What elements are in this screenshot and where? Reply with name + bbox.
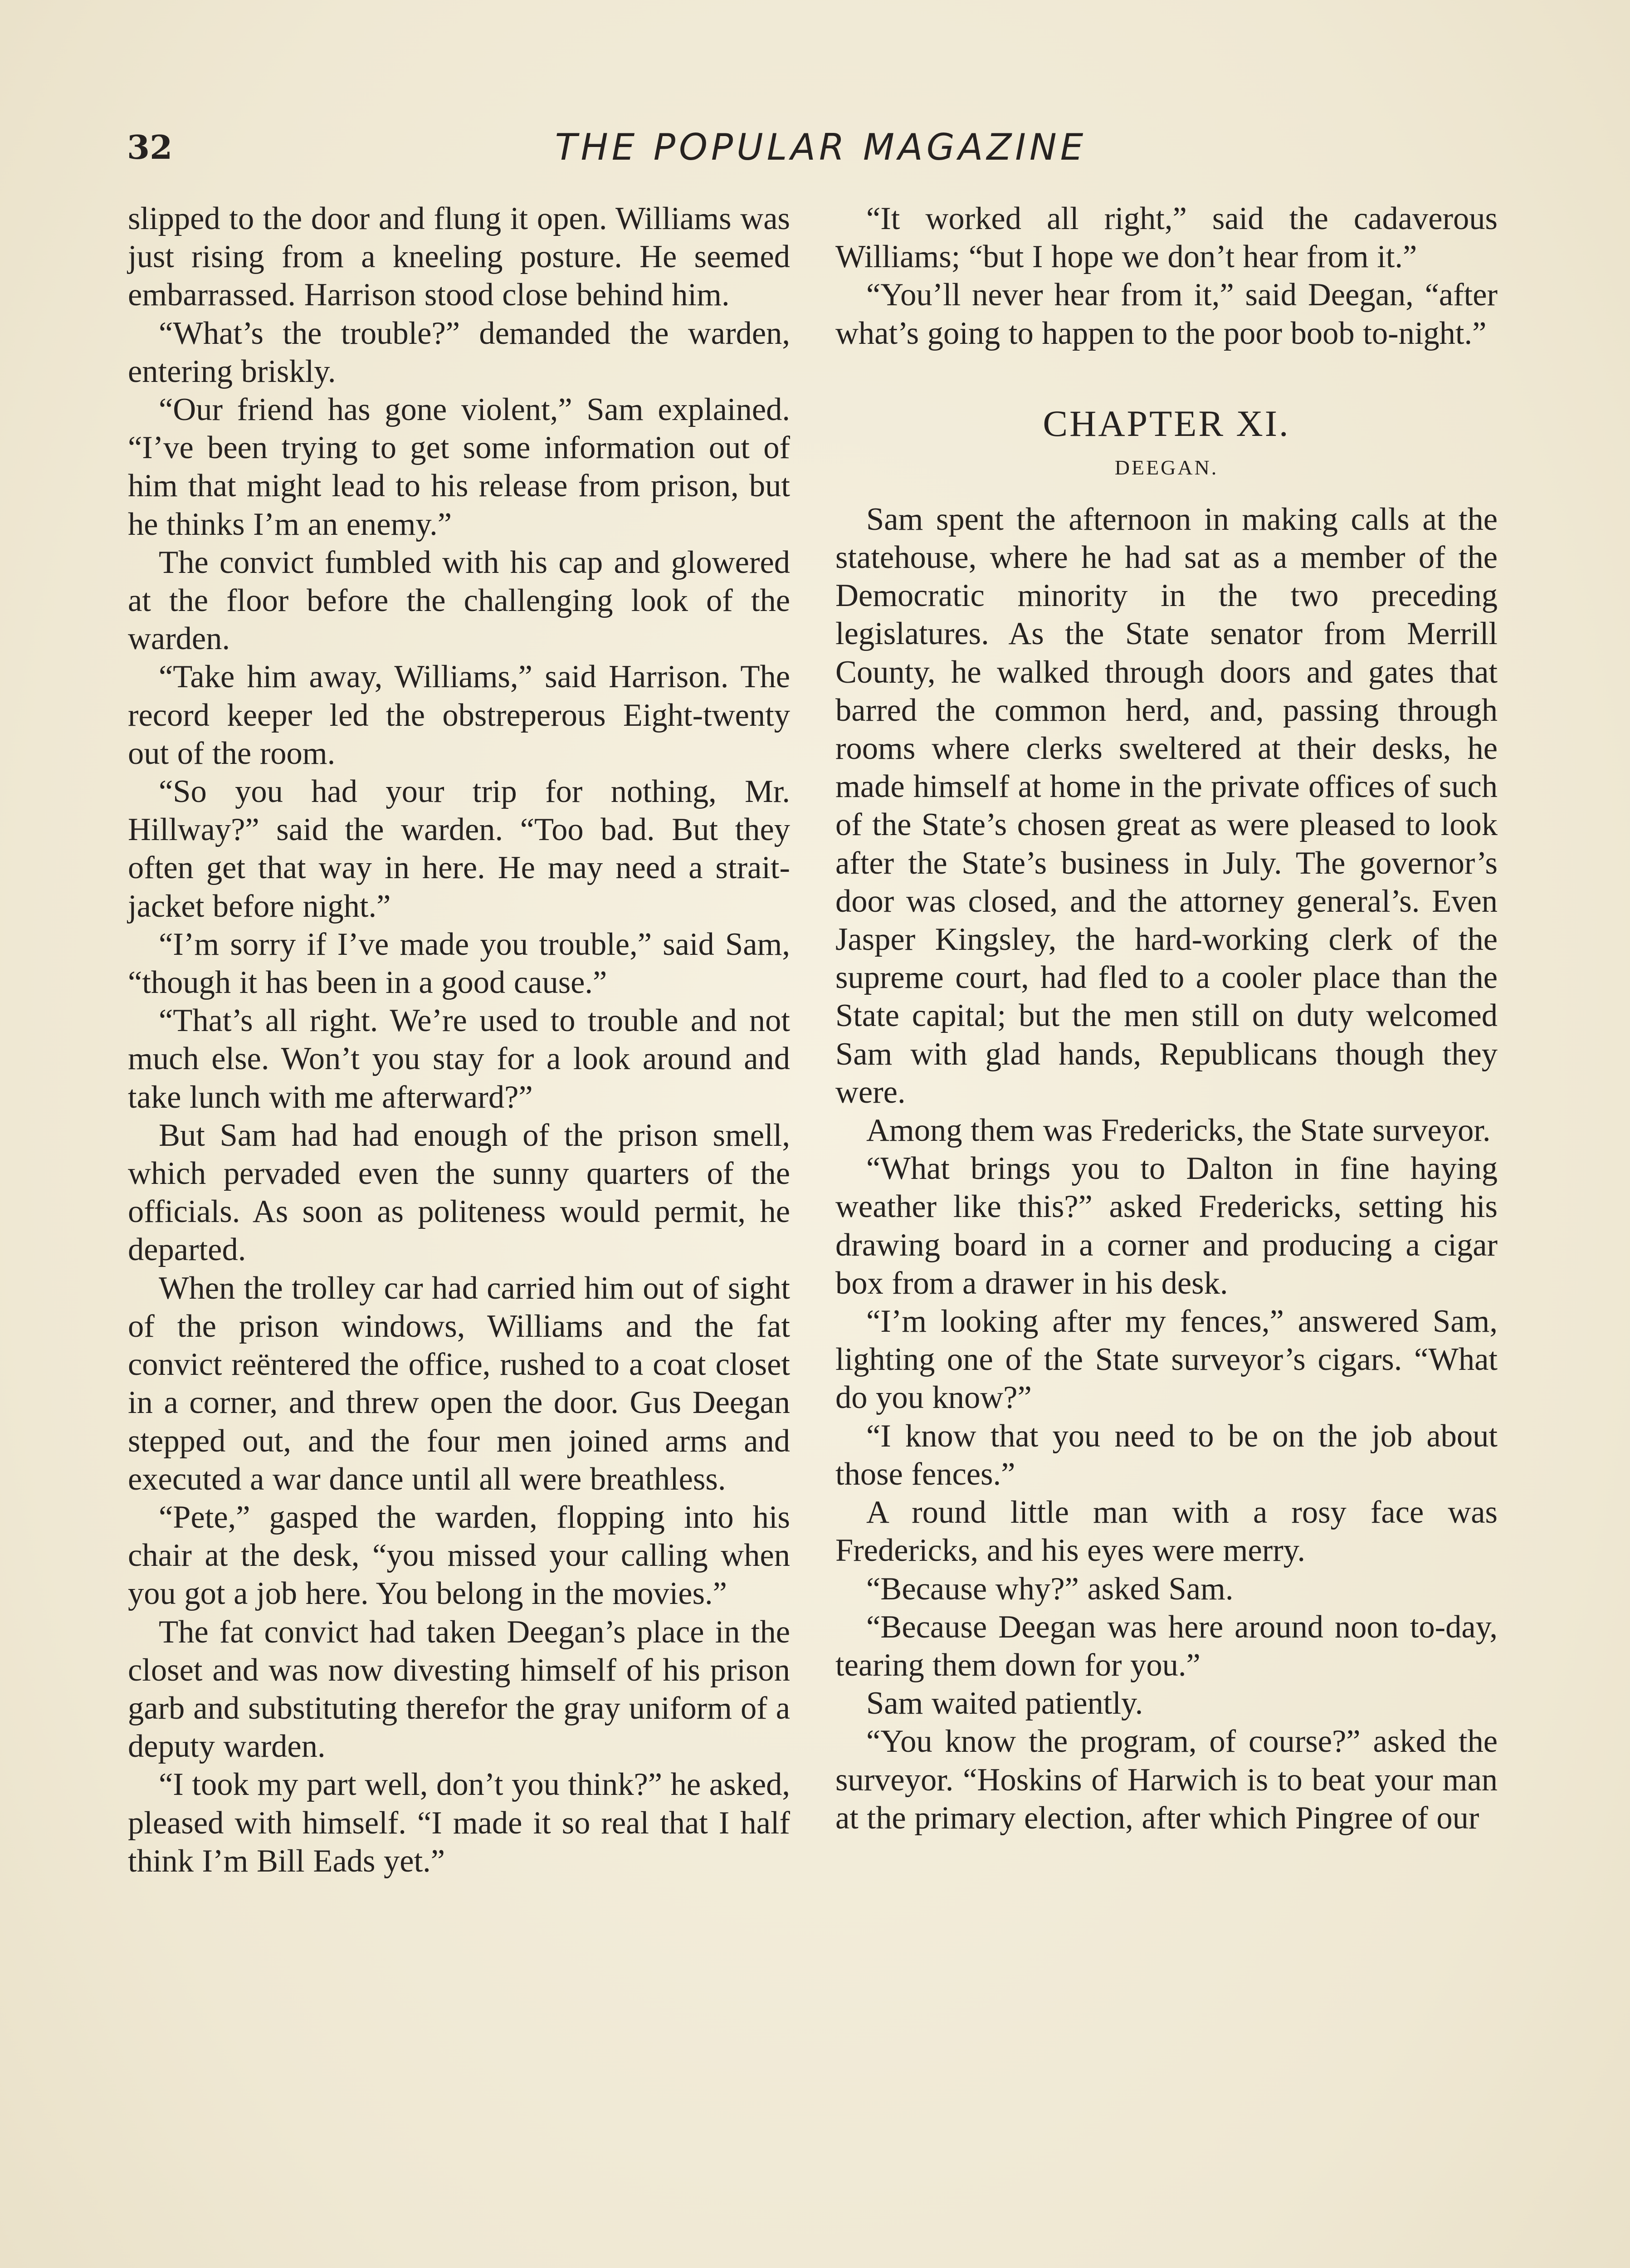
page-number: 32 — [127, 128, 173, 166]
paragraph: But Sam had had enough of the prison smell, which pervaded even the sunny quarters of the officials. As soon as politeness would permit, he departed. — [128, 1117, 790, 1268]
paragraph: “I’m sorry if I’ve made you trouble,” said Sam, “though it has been in a good cause.” — [128, 926, 790, 1001]
paragraph: A round little man with a rosy face was Fredericks, and his eyes were merry. — [835, 1495, 1498, 1569]
paragraph: “I know that you need to be on the job about those fences.” — [835, 1418, 1498, 1492]
paragraph: “Pete,” gasped the warden, flopping into his chair at the desk, “you missed your calling when you got a job here. You belong in the movies.” — [128, 1499, 790, 1612]
paragraph: slipped to the door and flung it open. Williams was just rising from a kneeling posture. He seemed embarrassed. Harrison stood close behind him. — [128, 201, 790, 313]
magazine-title: THE POPULAR MAGAZINE — [555, 126, 1087, 168]
paragraph: “So you had your trip for nothing, Mr. Hillway?” said the warden. “Too bad. But they often get that way in here. He may need a strait-jacket before night.” — [128, 774, 790, 924]
paragraph: Among them was Fredericks, the State surveyor. — [866, 1113, 1491, 1149]
paragraph: When the trolley car had carried him out of sight of the prison windows, Williams and the fat convict reëntered the office, rushed to a coat closet in a corner, and threw open the door. Gus Deegan stepped out, and the four men joined arms and executed a war dance until all were breathless. — [128, 1270, 790, 1497]
paragraph: Sam waited patiently. — [866, 1686, 1143, 1721]
paragraph: The convict fumbled with his cap and glowered at the floor before the challenging look of the warden. — [128, 544, 790, 657]
paragraph: “Because Deegan was here around noon to-day, tearing them down for you.” — [835, 1609, 1498, 1683]
chapter-subtitle: DEEGAN. — [1114, 455, 1219, 479]
paragraph: “I took my part well, don’t you think?” he asked, pleased with himself. “I made it so real that I half think I’m Bill Eads yet.” — [128, 1767, 790, 1879]
paragraph: The fat convict had taken Deegan’s place in the closet and was now divesting himself of his prison garb and substituting therefor the gray uniform of a deputy warden. — [128, 1614, 790, 1765]
paragraph: “That’s all right. We’re used to trouble and not much else. Won’t you stay for a look around and take lunch with me afterward?” — [128, 1003, 790, 1115]
running-head — [127, 122, 1515, 172]
paragraph: “What brings you to Dalton in fine haying weather like this?” asked Fredericks, setting his drawing board in a corner and producing a cigar box from a drawer in his desk. — [835, 1151, 1498, 1301]
paragraph: “You know the program, of course?” asked the surveyor. “Hoskins of Harwich is to beat your man at the primary election, after which Pingree of our — [835, 1724, 1498, 1836]
paragraph: “Take him away, Williams,” said Harrison. The record keeper led the obstreperous Eight-twenty out of the room. — [128, 659, 790, 771]
paragraph: “What’s the trouble?” demanded the warden, entering briskly. — [128, 315, 790, 389]
paragraph: “You’ll never hear from it,” said Deegan, “after what’s going to happen to the poor boob to-night.” — [835, 277, 1498, 351]
paragraph: “Because why?” asked Sam. — [866, 1571, 1234, 1607]
right-column — [835, 200, 1498, 1837]
left-column — [128, 200, 790, 1880]
paragraph: “I’m looking after my fences,” answered Sam, lighting one of the State surveyor’s cigars. “What do you know?” — [835, 1304, 1498, 1416]
paragraph: “It worked all right,” said the cadaverous Williams; “but I hope we don’t hear from it.” — [835, 201, 1498, 275]
paragraph: “Our friend has gone violent,” Sam explained. “I’ve been trying to get some information out of him that might lead to his release from prison, but he thinks I’m an enemy.” — [128, 392, 790, 542]
paragraph: Sam spent the afternoon in making calls at the statehouse, where he had sat as a member of the Democratic minority in the two preceding legislatures. As the State senator from Merrill County, he walked through doors and gates that barred the common herd, and, passing through rooms where clerks sweltered at their desks, he made himself at home in the private offices of such of the State’s chosen great as were pleased to look after the State’s business in July. The governor’s door was closed, and the attorney general’s. Even Jasper Kingsley, the hard-working clerk of the supreme court, had fled to a cooler place than the State capital; but the men still on duty welcomed Sam with glad hands, Republicans though they were. — [835, 501, 1498, 1110]
chapter-heading: CHAPTER XI. — [1043, 402, 1290, 444]
